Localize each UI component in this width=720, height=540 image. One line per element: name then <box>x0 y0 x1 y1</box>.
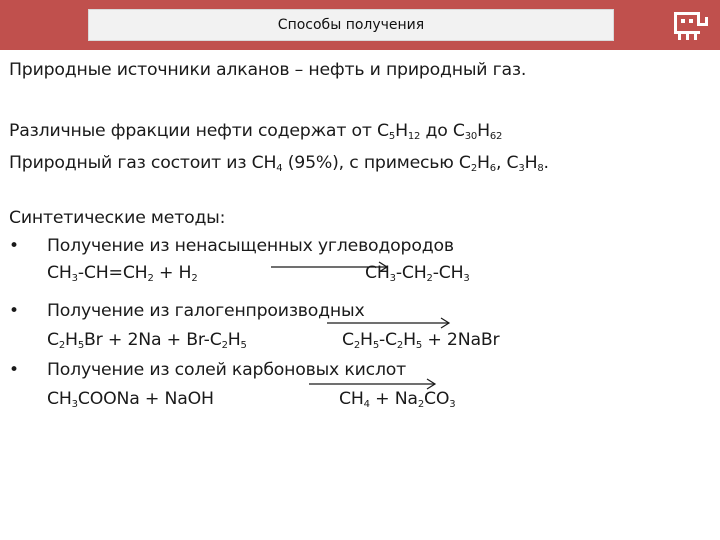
slide-title-text: Способы получения <box>277 17 425 33</box>
paragraph-natural-sources: Природные источники алканов – нефть и природный газ. <box>9 60 527 80</box>
equation-rhs: $C_2H_5-C_2H_5$ + 2NaBr <box>342 330 500 351</box>
list-item-label: Получение из галогенпроизводных <box>47 301 365 321</box>
bullet-glyph: • <box>9 301 19 321</box>
paragraph-natural-gas: Природный газ состоит из $CH_4$ (95%), с примесью $C_2H_6$, $C_3H_8$. <box>9 153 549 174</box>
equation-lhs: $CH_3-CH=CH_2 + H_2$ <box>47 263 198 284</box>
bullet-glyph: • <box>9 360 19 380</box>
paragraph-oil-fractions: Различные фракции нефти содержат от $C_5H_{12}$ до $C_{30}H_{62}$ <box>9 121 503 142</box>
equation-lhs: $CH_3COONa$ + NaOH <box>47 389 214 410</box>
list-item-label: Получение из ненасыщенных углеводородов <box>47 236 454 256</box>
list-item-label: Получение из солей карбоновых кислот <box>47 360 407 380</box>
equation-rhs: $CH_3-CH_2-CH_3$ <box>365 263 470 284</box>
slide-title <box>88 9 614 41</box>
bullet-glyph: • <box>9 236 19 256</box>
reaction-arrow <box>327 317 453 329</box>
paragraph-synthetic-methods: Синтетические методы: <box>9 208 226 228</box>
equation-rhs: $CH_4 + Na_2CO_3$ <box>339 389 456 410</box>
equation-lhs: $C_2H_5Br + 2Na + Br-C_2H_5$ <box>47 330 247 351</box>
pixel-robot-icon <box>668 6 712 44</box>
header-bar <box>0 0 720 50</box>
